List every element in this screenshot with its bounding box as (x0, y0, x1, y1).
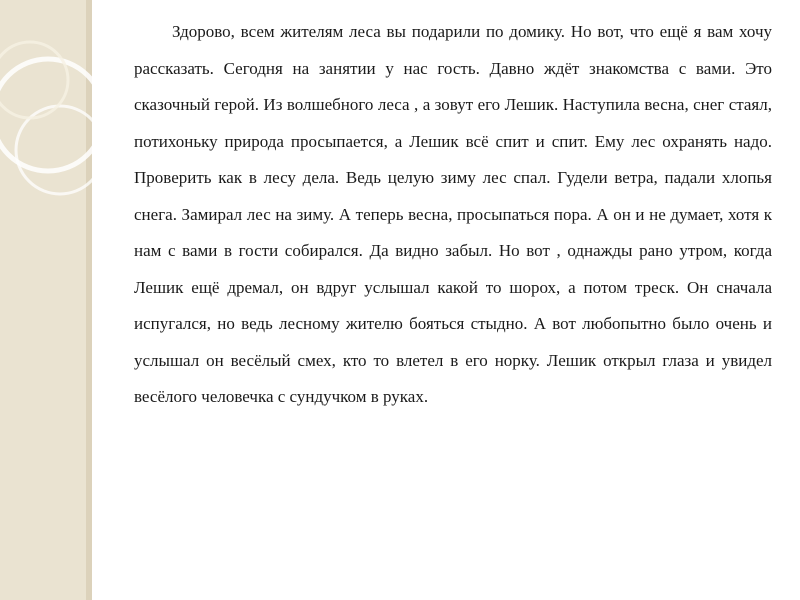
story-paragraph: Здорово, всем жителям леса вы подарили по домику. Но вот, что ещё я вам хочу рассказать. Сегодня на занятии у нас гость. Давно ждёт знакомства с вами. Это сказочный герой. Из волшебного леса , а зовут его Лешик. Наступила весна, снег стаял, потихоньку природа просыпается, а Лешик всё спит и спит. Ему лес охранять надо. Проверить как в лесу дела. Ведь целую зиму лес спал. Гудели ветра, падали хлопья снега. Замирал лес на зиму. А теперь весна, просыпаться пора. А он и не думает, хотя к нам с вами в гости собирался. Да видно забыл. Но вот , однажды рано утром, когда Лешик ещё дремал, он вдруг услышал какой то шорох, а потом треск. Он сначала испугался, но ведь лесному жителю бояться стыдно. А вот любопытно было очень и услышал он весёлый смех, кто то влетел в его норку. Лешик открыл глаза и увидел весёлого человечка с сундучком в руках. (134, 22, 772, 406)
slide-text-body (134, 14, 772, 416)
decorative-rings-icon (0, 0, 100, 260)
